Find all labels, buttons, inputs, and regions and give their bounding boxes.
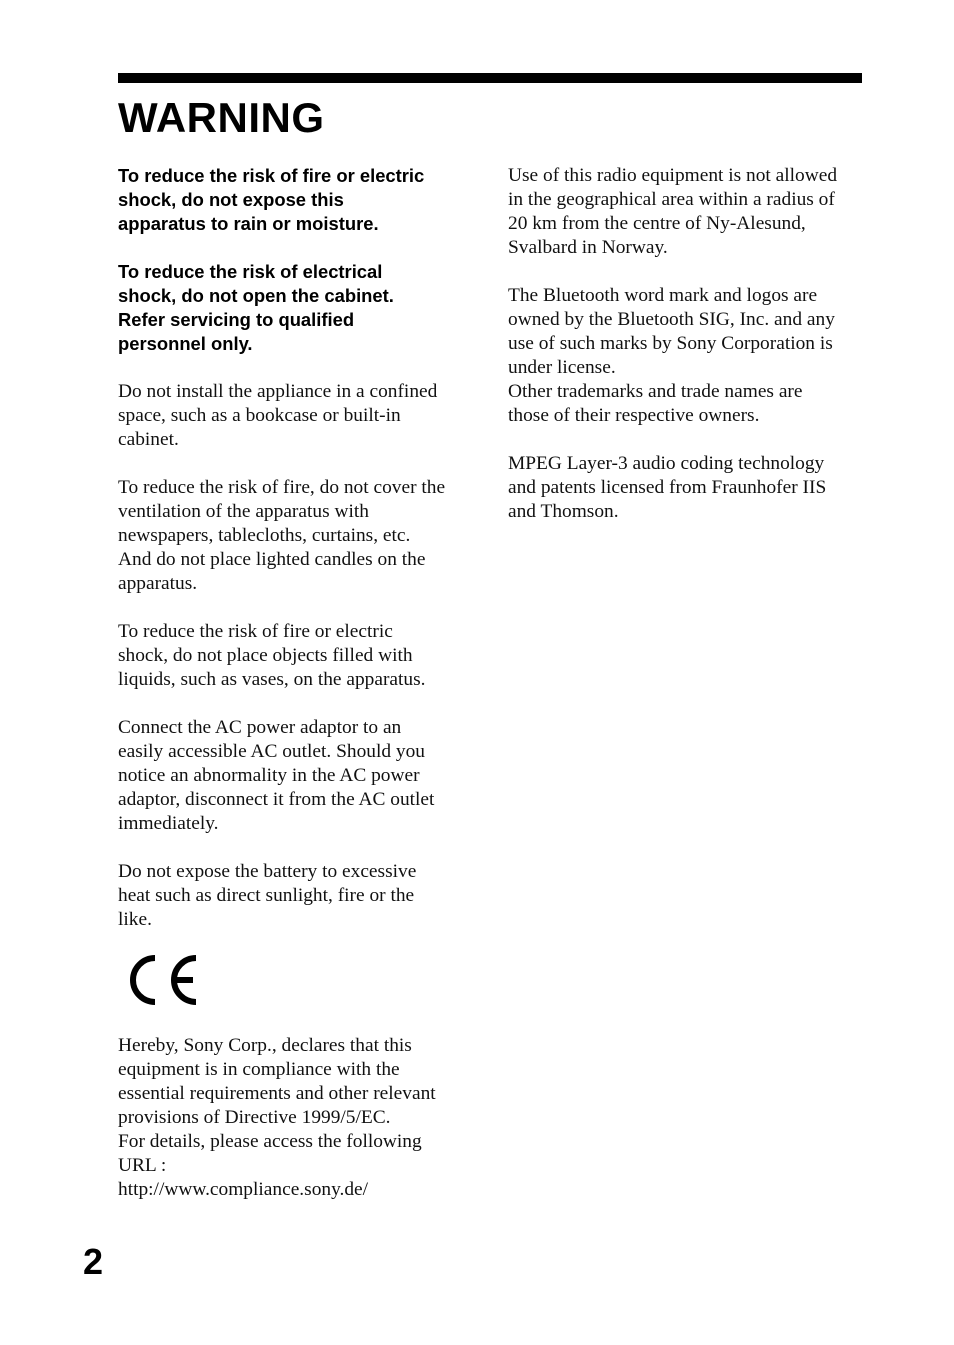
paragraph-ac-adaptor: Connect the AC power adaptor to an easily accessible AC outlet. Should you notice an abnormality in the AC power adaptor, disconnect it from the AC outlet immediately.	[118, 717, 435, 834]
paragraph-radio-restriction: Use of this radio equipment is not allowed in the geographical area within a radius of 20 km from the centre of Ny-Alesund, Svalbard in Norway.	[508, 165, 838, 258]
top-rule	[118, 73, 862, 83]
warning-open-cabinet: To reduce the risk of electrical shock, do not open the cabinet. Refer servicing to qualified personnel only.	[118, 261, 394, 354]
paragraph-battery-heat: Do not expose the battery to excessive heat such as direct sunlight, fire or the like.	[118, 861, 417, 930]
ce-mark-icon	[120, 952, 200, 1008]
paragraph-ventilation: To reduce the risk of fire, do not cover the ventilation of the apparatus with newspapers, tablecloths, curtains, etc. And do not place lighted candles on the apparatus.	[118, 477, 446, 594]
paragraph-confined-space: Do not install the appliance in a confined space, such as a bookcase or built-in cabinet.	[118, 381, 438, 450]
paragraph-bluetooth-trademark: The Bluetooth word mark and logos are owned by the Bluetooth SIG, Inc. and any use of such marks by Sony Corporation is under license. Other trademarks and trade names are those of their respective owners.	[508, 285, 835, 426]
paragraph-declaration: Hereby, Sony Corp., declares that this equipment is in compliance with the essential requirements and other relevant provisions of Directive 1999/5/EC. For details, please access the following URL : http://www.compliance.sony.de/	[118, 1035, 436, 1200]
page-number: 2	[83, 1241, 104, 1282]
left-column	[118, 164, 478, 1226]
right-column	[508, 164, 868, 548]
paragraph-liquids: To reduce the risk of fire or electric shock, do not place objects filled with liquids, such as vases, on the apparatus.	[118, 621, 426, 690]
page-title: WARNING	[118, 94, 325, 141]
warning-fire-moisture: To reduce the risk of fire or electric shock, do not expose this apparatus to rain or moisture.	[118, 165, 425, 234]
paragraph-mpeg-license: MPEG Layer-3 audio coding technology and patents licensed from Fraunhofer IIS and Thomson.	[508, 453, 827, 522]
